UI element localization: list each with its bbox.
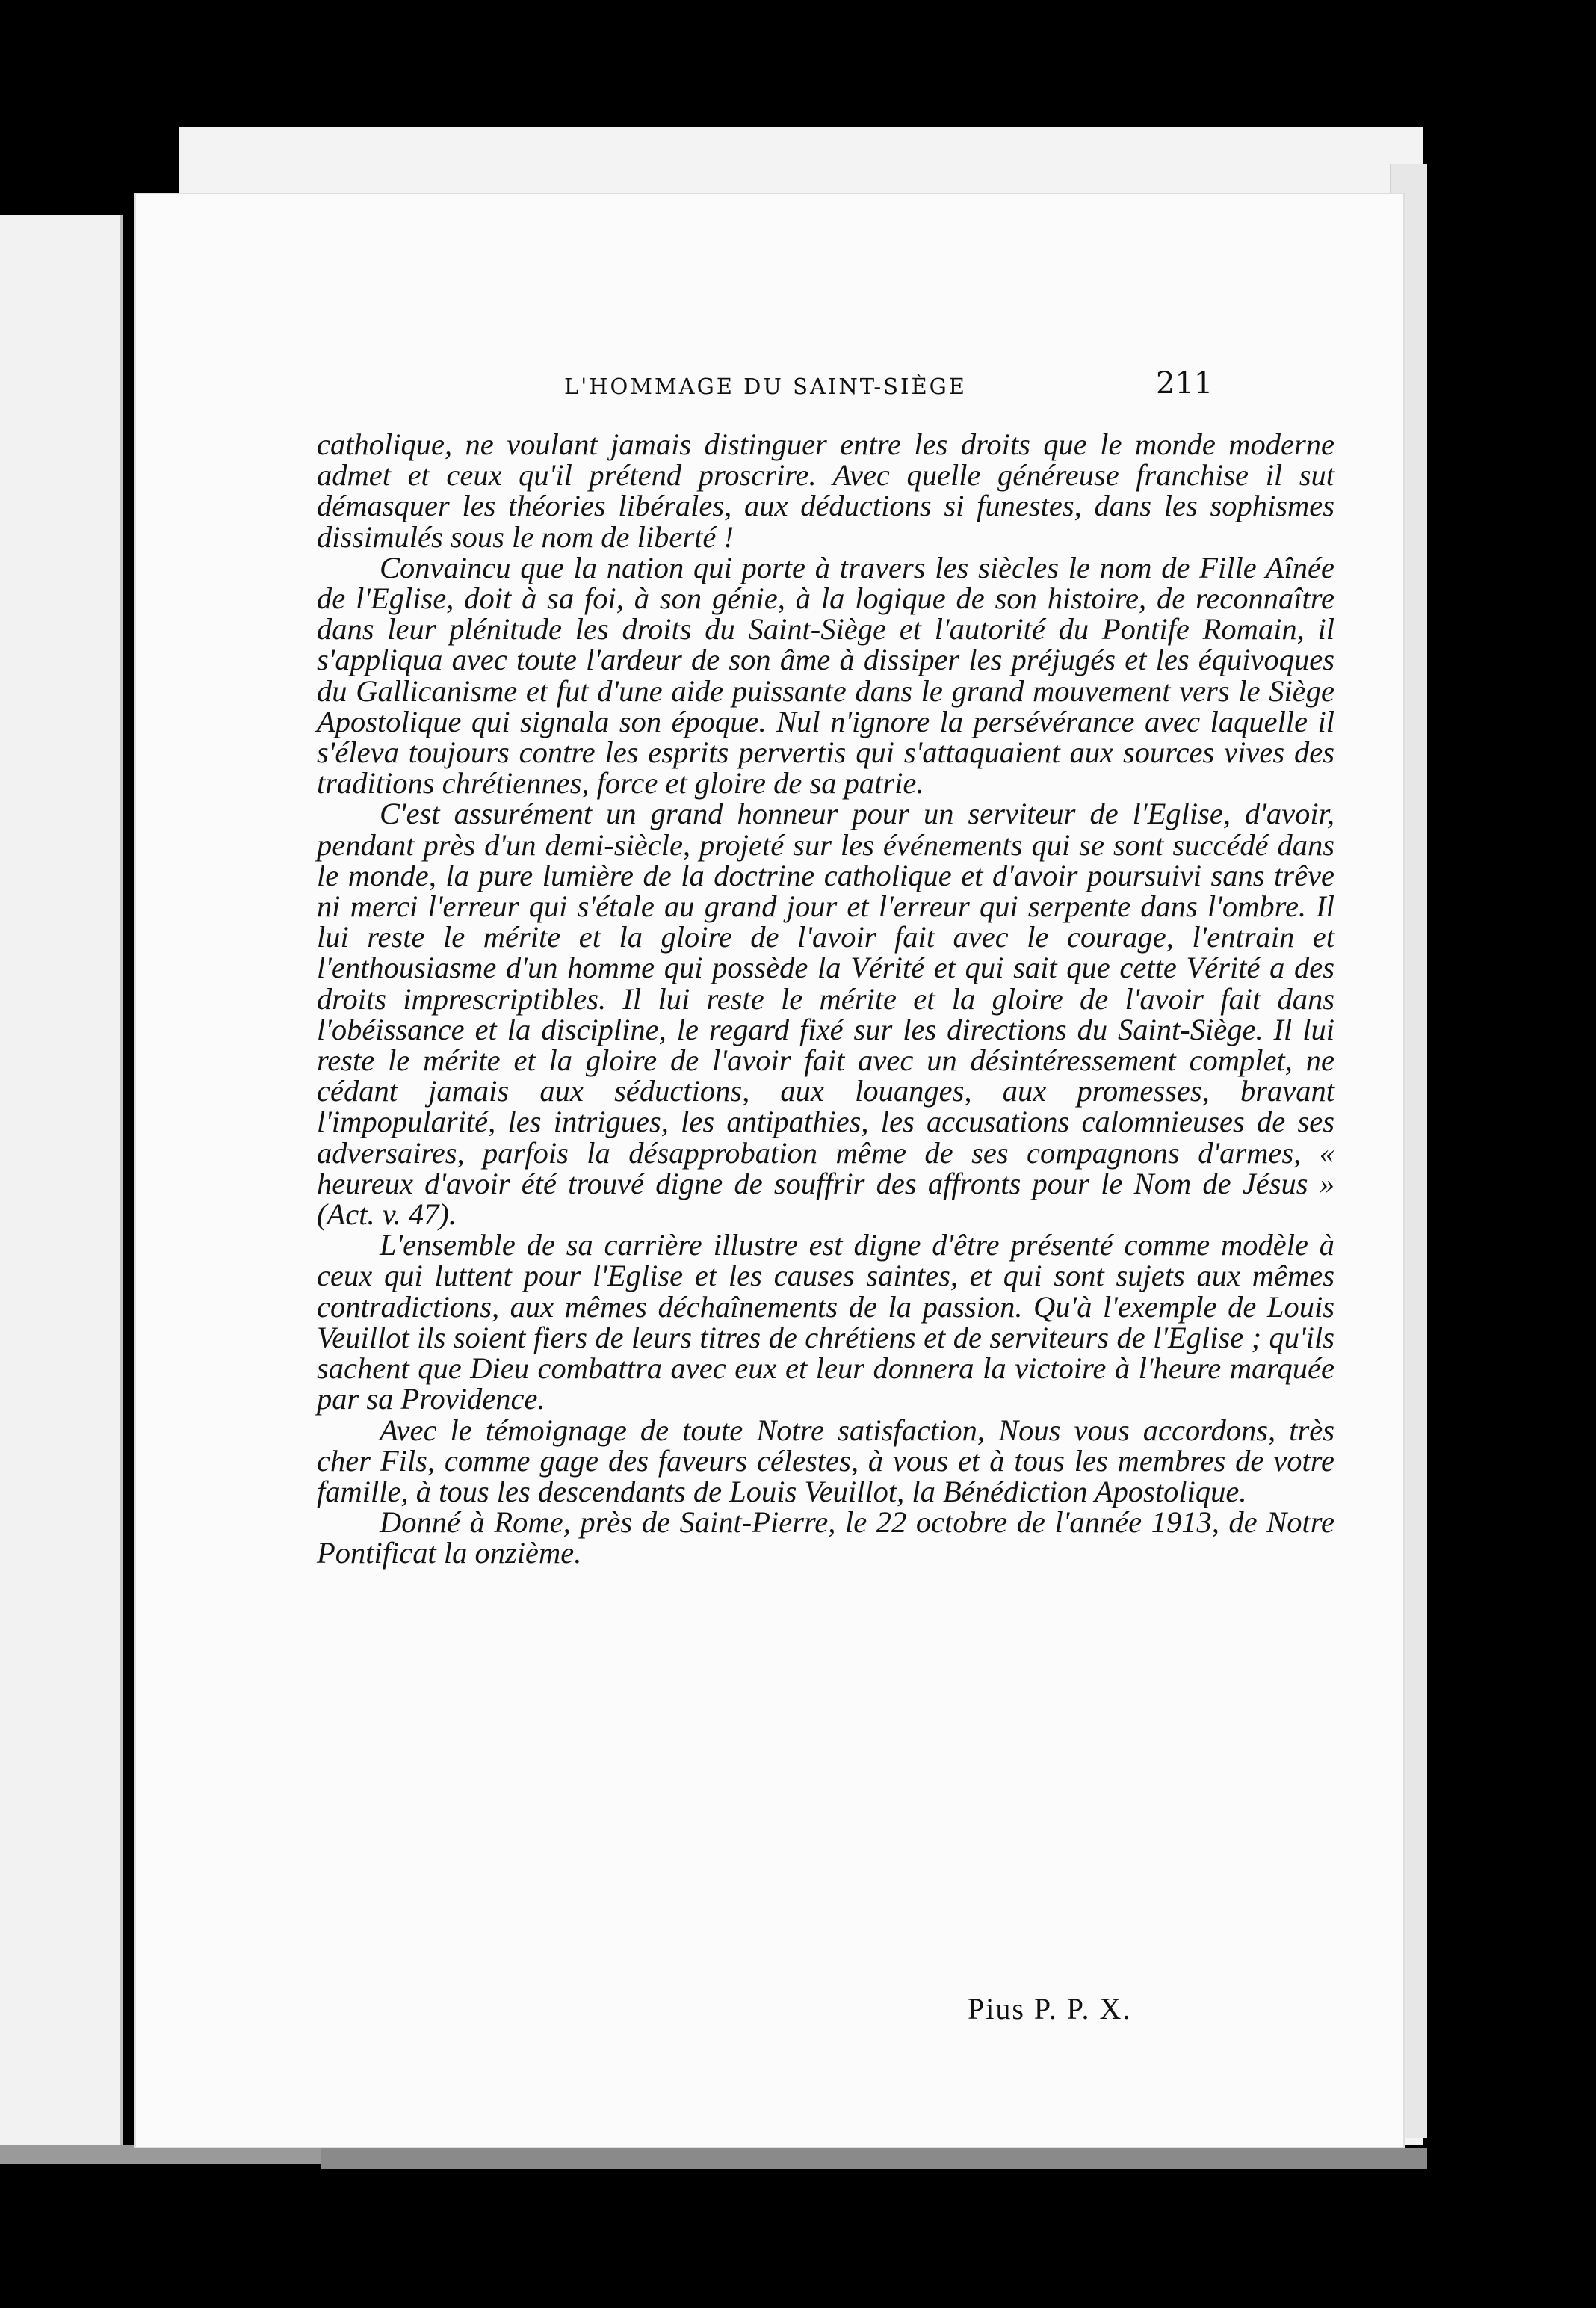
paragraph: Donné à Rome, près de Saint-Pierre, le 22 octobre de l'année 1913, de Notre Pontificat la onzième. (317, 1505, 1334, 1570)
paragraph: Avec le témoignage de toute Notre satisfaction, Nous vous accordons, très cher Fils, comme gage des faveurs célestes, à vous et à tous les membres de votre famille, à tous les descendants de Louis Veuillot, la Bénédiction Apostolique. (317, 1413, 1334, 1508)
paragraph: C'est assurément un grand honneur pour un serviteur de l'Eglise, d'avoir, pendant près d'un demi-siècle, projeté sur les événements qui se sont succédé dans le monde, la pure lumière de la doctrine catholique et d'avoir poursuivi sans trêve ni merci l'erreur qui s'étale au grand jour et l'erreur qui serpente dans l'ombre. Il lui reste le mérite et la gloire de l'avoir fait avec le courage, l'entrain et l'enthousiasme d'un homme qui possède la Vérité et qui sait que cette Vérité a des droits imprescriptibles. Il lui reste le mérite et la gloire de l'avoir fait dans l'obéissance et la discipline, le regard fixé sur les directions du Saint-Siège. Il lui reste le mérite et la gloire de l'avoir fait avec un désintéressement complet, ne cédant jamais aux séductions, aux louanges, aux promesses, bravant l'impopularité, les intrigues, les antipathies, les accusations calomnieuses de ses adversaires, parfois la désapprobation même de ses compagnons d'armes, « heureux d'avoir été trouvé digne de souffrir des affronts pour le Nom de Jésus » (Act. v. 47). (317, 797, 1334, 1232)
paragraph: catholique, ne voulant jamais distinguer entre les droits que le monde moderne admet et ceux qu'il prétend proscrire. Avec quelle généreuse franchise il sut démasquer les théories libérales, aux déductions si funestes, dans les sophismes dissimulés sous le nom de liberté ! (317, 428, 1334, 554)
body-text (317, 429, 1334, 1569)
scanned-page (134, 193, 1405, 2148)
page-number: 211 (1156, 366, 1213, 401)
left-page-edge (0, 215, 123, 2159)
page-bottom-shadow (321, 2148, 1427, 2169)
running-title: L'HOMMAGE DU SAINT-SIÈGE (564, 374, 967, 399)
signature: Pius P. P. X. (968, 1992, 1132, 2025)
running-head (134, 366, 1405, 411)
paragraph: Convaincu que la nation qui porte à travers les siècles le nom de Fille Aînée de l'Eglise, doit à sa foi, à son génie, à la logique de son histoire, de reconnaître dans leur plénitude les droits du Saint-Siège et l'autorité du Pontife Romain, il s'appliqua avec toute l'ardeur de son âme à dissiper les préjugés et les équivoques du Gallicanisme et fut d'une aide puissante dans le grand mouvement vers le Siège Apostolique qui signala son époque. Nul n'ignore la persévérance avec laquelle il s'éleva toujours contre les esprits pervertis qui s'attaquaient aux sources vives des traditions chrétiennes, force et gloire de sa patrie. (317, 550, 1334, 800)
paragraph: L'ensemble de sa carrière illustre est digne d'être présenté comme modèle à ceux qui luttent pour l'Eglise et les causes saintes, et qui sont sujets aux mêmes contradictions, aux mêmes déchaînements de la passion. Qu'à l'exemple de Louis Veuillot ils soient fiers de leurs titres de chrétiens et de serviteurs de l'Eglise ; qu'ils sachent que Dieu combattra avec eux et leur donnera la victoire à l'heure marquée par sa Providence. (317, 1228, 1334, 1416)
